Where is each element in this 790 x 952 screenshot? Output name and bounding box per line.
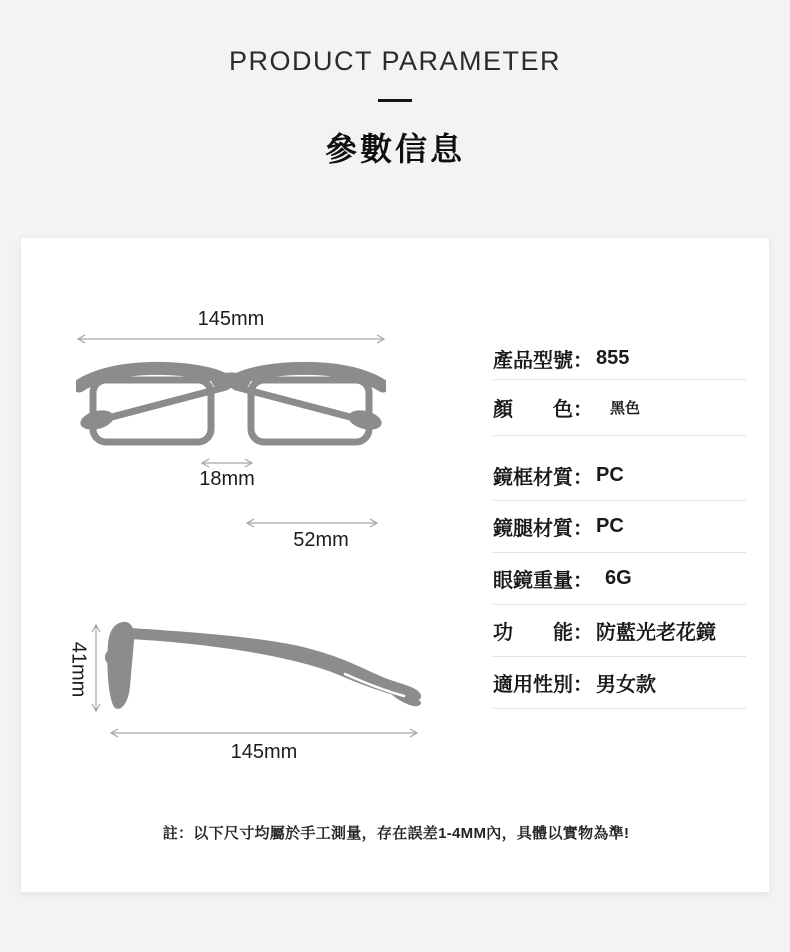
- lens-width-dimension-label: 52mm: [293, 529, 349, 551]
- lens-width-arrow: [245, 517, 379, 529]
- spec-colon: ：: [573, 674, 593, 696]
- spec-row-color: [493, 380, 746, 436]
- parameter-panel: [20, 237, 770, 893]
- spec-colon: ：: [573, 466, 593, 489]
- temple-length-dimension-label: 145mm: [230, 741, 298, 763]
- spec-row-gender: [493, 657, 746, 709]
- spec-label: 適用性別: [493, 674, 573, 696]
- spec-colon: ：: [573, 518, 593, 540]
- spec-row-temple-material: [493, 501, 746, 553]
- bridge-width-dimension-label: 18mm: [199, 468, 255, 490]
- spec-value: 黑色: [610, 400, 641, 417]
- front-width-arrow: [76, 333, 386, 345]
- spec-colon: ：: [573, 622, 593, 644]
- header: [0, 0, 790, 170]
- spec-label: 鏡框材質: [493, 466, 573, 489]
- spec-label: 鏡腿材質: [493, 518, 573, 540]
- spec-label: 產品型號: [493, 350, 573, 372]
- lens-height-dimension-label: 41mm: [67, 641, 90, 698]
- spec-value: 855: [596, 347, 630, 369]
- spec-colon: ：: [573, 570, 593, 592]
- spec-label: 功能: [493, 622, 573, 644]
- spec-value: 6G: [605, 567, 632, 589]
- spec-colon: ：: [573, 399, 593, 421]
- glasses-side-illustration: [101, 614, 426, 716]
- title-divider: [378, 99, 412, 102]
- page-title-en: PRODUCT PARAMETER: [228, 46, 562, 76]
- spec-list: [493, 338, 746, 709]
- front-width-dimension-label: 145mm: [197, 308, 265, 330]
- spec-value: PC: [596, 463, 624, 486]
- spec-row-function: [493, 605, 746, 657]
- spec-row-weight: [493, 553, 746, 605]
- spec-label: 眼鏡重量: [493, 570, 573, 592]
- spec-value: PC: [596, 515, 624, 537]
- spec-value: 防藍光老花鏡: [596, 622, 716, 644]
- spec-row-model: [493, 338, 746, 380]
- spec-label: 顏色: [493, 399, 573, 421]
- page-title-zh: 參數信息: [324, 131, 465, 167]
- spec-value: 男女款: [596, 674, 656, 696]
- temple-length-arrow: [109, 727, 419, 739]
- glasses-front-illustration: [76, 356, 386, 450]
- spec-colon: ：: [573, 350, 593, 372]
- measurement-note: 註：以下尺寸均屬於手工測量，存在誤差1-4MM內，具體以實物為準!: [162, 825, 630, 842]
- spec-row-frame-material: [493, 436, 746, 501]
